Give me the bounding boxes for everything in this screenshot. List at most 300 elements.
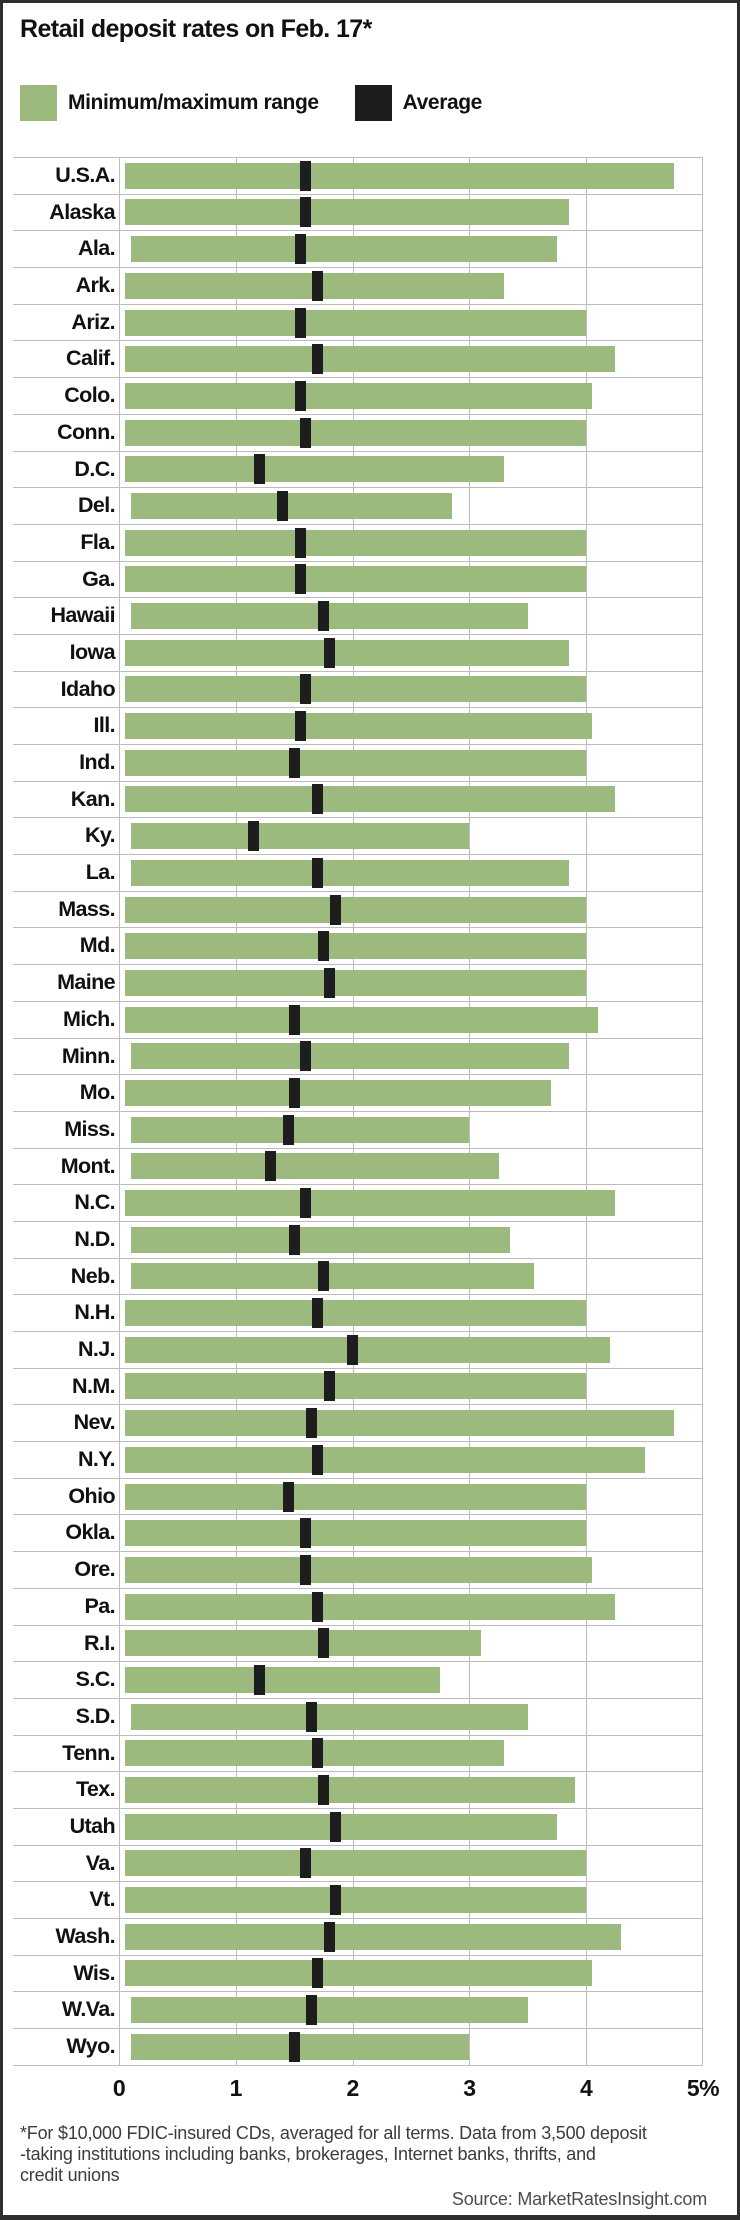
average-marker [312,1592,323,1622]
row-label: N.J. [77,1337,115,1361]
gridline [119,1295,120,1331]
row-plot [119,1405,703,1441]
gridline [119,341,120,377]
row-label: S.C. [75,1667,115,1692]
gridline [702,672,703,708]
chart-row [13,818,703,855]
row-plot [119,1552,703,1588]
average-marker [306,1702,317,1732]
range-bar [131,1263,534,1289]
chart-row [13,745,703,782]
gridline [586,1992,587,2028]
row-label: N.M. [72,1373,115,1398]
chart-row [13,378,703,415]
gridline [586,818,587,854]
row-plot [119,195,703,231]
gridline [702,158,703,194]
gridline [702,1809,703,1845]
gridline [119,1589,120,1625]
gridline [702,1552,703,1588]
average-marker [318,601,329,631]
range-swatch-icon [20,85,57,121]
gridline [119,2029,120,2065]
row-label: Calif. [66,346,115,371]
row-plot [119,1112,703,1148]
row-plot [119,1662,703,1698]
chart-row [13,1075,703,1112]
gridline [586,1736,587,1772]
gridline [119,1992,120,2028]
chart-row [13,562,703,599]
range-bar [125,163,674,189]
gridline [586,1882,587,1918]
average-marker [295,234,306,264]
gridline [586,965,587,1001]
gridline [702,1002,703,1038]
average-marker [295,381,306,411]
range-bar [125,1190,616,1216]
chart-row [13,1552,703,1589]
average-marker [254,454,265,484]
gridline [469,488,470,524]
gridline [702,1992,703,2028]
gridline [702,1882,703,1918]
gridline [586,562,587,598]
gridline [119,708,120,744]
row-plot [119,965,703,1001]
range-bar [125,1520,586,1546]
gridline [119,1846,120,1882]
row-label: Hawaii [50,603,115,628]
row-plot [119,1882,703,1918]
gridline [586,231,587,267]
range-bar [131,1043,569,1069]
legend-item-range [20,85,319,121]
chart-row [13,1736,703,1773]
gridline [119,1185,120,1221]
row-plot [119,1772,703,1808]
range-bar [131,823,470,849]
average-marker [289,1225,300,1255]
row-label: Mo. [79,1080,115,1105]
gridline [586,1479,587,1515]
gridline [119,1919,120,1955]
legend-item-average [355,85,482,121]
chart-row [13,1589,703,1626]
average-marker [330,895,341,925]
gridline [586,1662,587,1698]
gridline [119,1112,120,1148]
gridline [119,195,120,231]
range-bar [131,1117,470,1143]
gridline [702,892,703,928]
chart-row [13,928,703,965]
gridline [702,1919,703,1955]
gridline [119,1882,120,1918]
range-bar [125,456,505,482]
row-label: Wash. [55,1924,115,1948]
range-bar [131,1704,528,1730]
footnote-line: -taking institutions including banks, brokerages, Internet banks, thrifts, and [20,2143,596,2164]
gridline [119,1515,120,1551]
gridline [702,525,703,561]
x-axis [112,2066,720,2110]
chart-row [13,1149,703,1186]
row-label: Vt. [89,1887,115,1912]
row-label: Ky. [84,823,115,848]
range-bar [125,1300,586,1326]
row-plot [119,415,703,451]
chart-row [13,1846,703,1883]
row-plot [119,1626,703,1662]
gridline [586,1075,587,1111]
chart-body [13,157,703,2066]
row-label: Ohio [68,1483,115,1508]
range-bar [125,1337,610,1363]
average-marker [318,1628,329,1658]
gridline [119,525,120,561]
chart-row [13,452,703,489]
row-label: Fla. [80,529,115,554]
row-plot [119,341,703,377]
gridline [119,928,120,964]
row-plot [119,1332,703,1368]
average-marker [306,1995,317,2025]
range-bar [125,750,586,776]
average-marker [324,1371,335,1401]
gridline [702,1112,703,1148]
gridline [119,1772,120,1808]
gridline [119,1626,120,1662]
range-bar [131,1153,499,1179]
row-label: Va. [85,1850,115,1875]
range-bar [125,1777,575,1803]
gridline [702,1039,703,1075]
x-axis-tick: 5% [686,2074,720,2101]
gridline [586,892,587,928]
average-marker [312,271,323,301]
gridline [586,488,587,524]
gridline [702,1259,703,1295]
average-marker [295,564,306,594]
gridline [586,1295,587,1331]
row-plot [119,782,703,818]
gridline [702,1662,703,1698]
row-label: Utah [69,1813,115,1838]
gridline [119,378,120,414]
gridline [586,1626,587,1662]
gridline [702,818,703,854]
chart-row [13,1369,703,1406]
row-plot [119,1809,703,1845]
average-marker [289,2032,300,2062]
average-marker [283,1115,294,1145]
gridline [702,1405,703,1441]
gridline [586,195,587,231]
gridline [586,452,587,488]
gridline [119,231,120,267]
row-plot [119,1992,703,2028]
row-label: Ind. [79,750,115,774]
gridline [119,965,120,1001]
row-plot [119,1589,703,1625]
chart-row [13,415,703,452]
range-bar [125,713,592,739]
footnote-line: *For $10,000 FDIC-insured CDs, averaged for all terms. Data from 3,500 deposit [20,2122,647,2143]
row-plot [119,1442,703,1478]
average-marker [283,1482,294,1512]
x-axis-tick: 3 [463,2074,476,2101]
average-marker [295,711,306,741]
average-marker [254,1665,265,1695]
average-marker [312,1445,323,1475]
chart-row [13,158,703,195]
row-label: Pa. [84,1593,115,1618]
row-plot [119,1002,703,1038]
gridline [586,1112,587,1148]
gridline [119,1222,120,1258]
gridline [702,782,703,818]
row-plot [119,818,703,854]
gridline [702,231,703,267]
gridline [586,1515,587,1551]
average-marker [300,197,311,227]
gridline [119,1662,120,1698]
range-bar [125,786,616,812]
chart-row [13,525,703,562]
chart-row [13,782,703,819]
row-plot [119,525,703,561]
gridline [702,415,703,451]
gridline [702,708,703,744]
row-label: Iowa [69,639,115,664]
row-plot [119,1259,703,1295]
row-plot [119,2029,703,2065]
row-plot [119,562,703,598]
chart-row [13,892,703,929]
gridline [702,745,703,781]
row-label: Minn. [61,1043,115,1068]
gridline [586,2029,587,2065]
range-bar [131,1997,528,2023]
row-label: N.C. [74,1190,115,1215]
gridline [586,1039,587,1075]
chart-row [13,1626,703,1663]
gridline [702,855,703,891]
gridline [119,782,120,818]
x-axis-tick: 0 [112,2074,126,2101]
range-bar [125,1007,598,1033]
row-label: R.I. [83,1630,115,1655]
gridline [119,158,120,194]
gridline [119,415,120,451]
row-plot [119,745,703,781]
gridline [586,305,587,341]
gridline [702,1149,703,1185]
row-label: Del. [77,493,115,518]
row-label: Colo. [64,383,115,408]
chart-row [13,672,703,709]
range-bar [131,603,528,629]
gridline [119,1259,120,1295]
gridline [119,562,120,598]
chart-row [13,268,703,305]
row-label: Wyo. [66,2034,115,2059]
row-label: Ark. [75,273,115,298]
gridline [702,1846,703,1882]
row-plot [119,1185,703,1221]
chart-row [13,1039,703,1076]
row-label: Ariz. [71,309,115,334]
legend-range-label: Minimum/maximum range [68,90,319,114]
gridline [586,1809,587,1845]
row-plot [119,1295,703,1331]
gridline [702,2029,703,2065]
row-plot [119,855,703,891]
row-label: Mont. [60,1153,115,1178]
gridline [702,1369,703,1405]
row-label: Alaska [49,199,115,224]
row-plot [119,1846,703,1882]
gridline [586,855,587,891]
gridline [702,488,703,524]
gridline [119,305,120,341]
gridline [702,965,703,1001]
gridline [119,672,120,708]
row-plot [119,158,703,194]
average-marker [324,968,335,998]
gridline [119,452,120,488]
gridline [702,305,703,341]
row-label: N.D. [74,1226,115,1251]
average-marker [300,1188,311,1218]
average-marker [295,308,306,338]
average-marker [312,784,323,814]
range-bar [125,1373,586,1399]
gridline [702,1185,703,1221]
row-plot [119,488,703,524]
row-plot [119,1699,703,1735]
range-bar [125,676,586,702]
gridline [119,1699,120,1735]
chart-row [13,1956,703,1993]
gridline [119,818,120,854]
gridline [702,452,703,488]
chart-row [13,2029,703,2066]
average-marker [318,931,329,961]
gridline [119,1956,120,1992]
range-bar [125,1887,586,1913]
average-marker [300,1518,311,1548]
gridline [702,1295,703,1331]
gridline [119,1442,120,1478]
gridline [469,818,470,854]
gridline [586,672,587,708]
range-bar [125,1850,586,1876]
chart-row [13,1662,703,1699]
row-plot [119,1919,703,1955]
chart-row [13,1809,703,1846]
gridline [586,1369,587,1405]
chart-row [13,195,703,232]
row-label: Miss. [64,1116,115,1141]
gridline [119,1369,120,1405]
x-axis-tick: 2 [346,2074,359,2101]
gridline [119,1149,120,1185]
row-label: Mich. [63,1006,115,1031]
row-label: Ala. [77,236,115,261]
gridline [119,1479,120,1515]
gridline [702,268,703,304]
row-label: Ga. [82,566,115,591]
row-label: Conn. [57,419,115,444]
gridline [702,635,703,671]
average-marker [318,1775,329,1805]
row-label: Ore. [74,1557,115,1582]
gridline [586,415,587,451]
chart-row [13,1515,703,1552]
row-label: Tenn. [62,1740,115,1765]
row-plot [119,1039,703,1075]
gridline [702,1772,703,1808]
x-axis-tick: 4 [580,2074,593,2101]
row-label: Idaho [60,676,115,701]
range-bar [125,383,592,409]
row-plot [119,1075,703,1111]
average-marker [295,528,306,558]
gridline [702,1075,703,1111]
gridline [702,1442,703,1478]
gridline [702,562,703,598]
chart-row [13,855,703,892]
average-marker [318,1261,329,1291]
row-plot [119,268,703,304]
average-marker [277,491,288,521]
row-label: Maine [57,970,115,995]
chart-row [13,1185,703,1222]
range-bar [125,1630,481,1656]
gridline [586,928,587,964]
row-plot [119,1515,703,1551]
range-bar [125,1814,557,1840]
gridline [586,1259,587,1295]
row-label: Mass. [58,896,115,921]
gridline [702,1589,703,1625]
row-label: Nev. [73,1410,115,1435]
chart-row [13,1295,703,1332]
average-marker [347,1335,358,1365]
gridline [586,1699,587,1735]
range-bar [125,933,586,959]
footnote-line: credit unions [20,2164,120,2185]
gridline [119,1332,120,1368]
chart-row [13,1772,703,1809]
gridline [119,488,120,524]
range-bar [125,897,586,923]
chart-row [13,231,703,268]
gridline [119,1552,120,1588]
row-label: N.Y. [77,1447,115,1472]
gridline [119,598,120,634]
gridline [119,855,120,891]
row-label: Ill. [93,713,115,738]
gridline [702,341,703,377]
gridline [702,195,703,231]
range-bar [131,493,452,519]
chart-row [13,1882,703,1919]
average-marker [300,1041,311,1071]
row-label: D.C. [74,456,115,481]
